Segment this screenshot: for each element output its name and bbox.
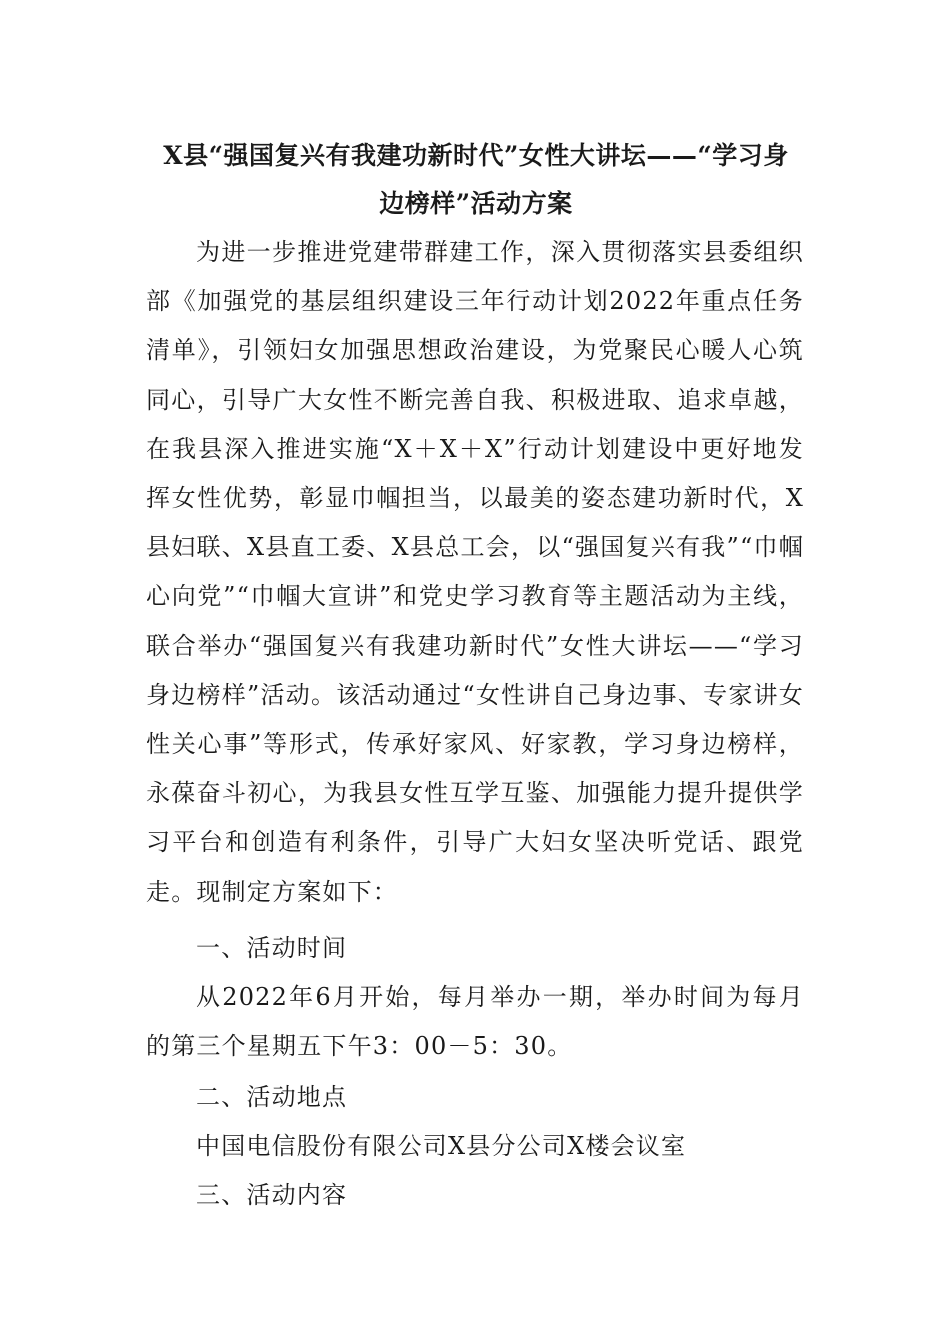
- title-line-2: 边榜样”活动方案: [379, 189, 573, 218]
- section-2-body: 中国电信股份有限公司X县分公司X楼会议室: [196, 1132, 687, 1160]
- document-title: [146, 132, 806, 228]
- section-1-heading: 一、活动时间: [196, 934, 348, 962]
- intro-paragraph: 为进一步推进党建带群建工作，深入贯彻落实县委组织部《加强党的基层组织建设三年行动计划2022年重点任务清单》，引领妇女加强思想政治建设，为党聚民心暖人心筑同心，引导广大女性不断完善自我、积极进取、追求卓越，在我县深入推进实施“X＋X＋X”行动计划建设中更好地发挥女性优势，彰显巾帼担当，以最美的姿态建功新时代，X县妇联、X县直工委、X县总工会，以“强国复兴有我”“巾帼心向党”“巾帼大宣讲”和党史学习教育等主题活动为主线，联合举办“强国复兴有我建功新时代”女性大讲坛——“学习身边榜样”活动。该活动通过“女性讲自己身边事、专家讲女性关心事”等形式，传承好家风、好家教，学习身边榜样，永葆奋斗初心，为我县女性互学互鉴、加强能力提升提供学习平台和创造有利条件，引导广大妇女坚决听党话、跟党走。现制定方案如下：: [146, 238, 804, 906]
- section-1-body: 从2022年6月开始，每月举办一期，举办时间为每月的第三个星期五下午3：00－5：30。: [146, 983, 804, 1061]
- title-line-1: X县“强国复兴有我建功新时代”女性大讲坛——“学习身: [163, 141, 789, 170]
- section-2-heading: 二、活动地点: [196, 1083, 348, 1111]
- section-3-heading: 三、活动内容: [196, 1181, 348, 1209]
